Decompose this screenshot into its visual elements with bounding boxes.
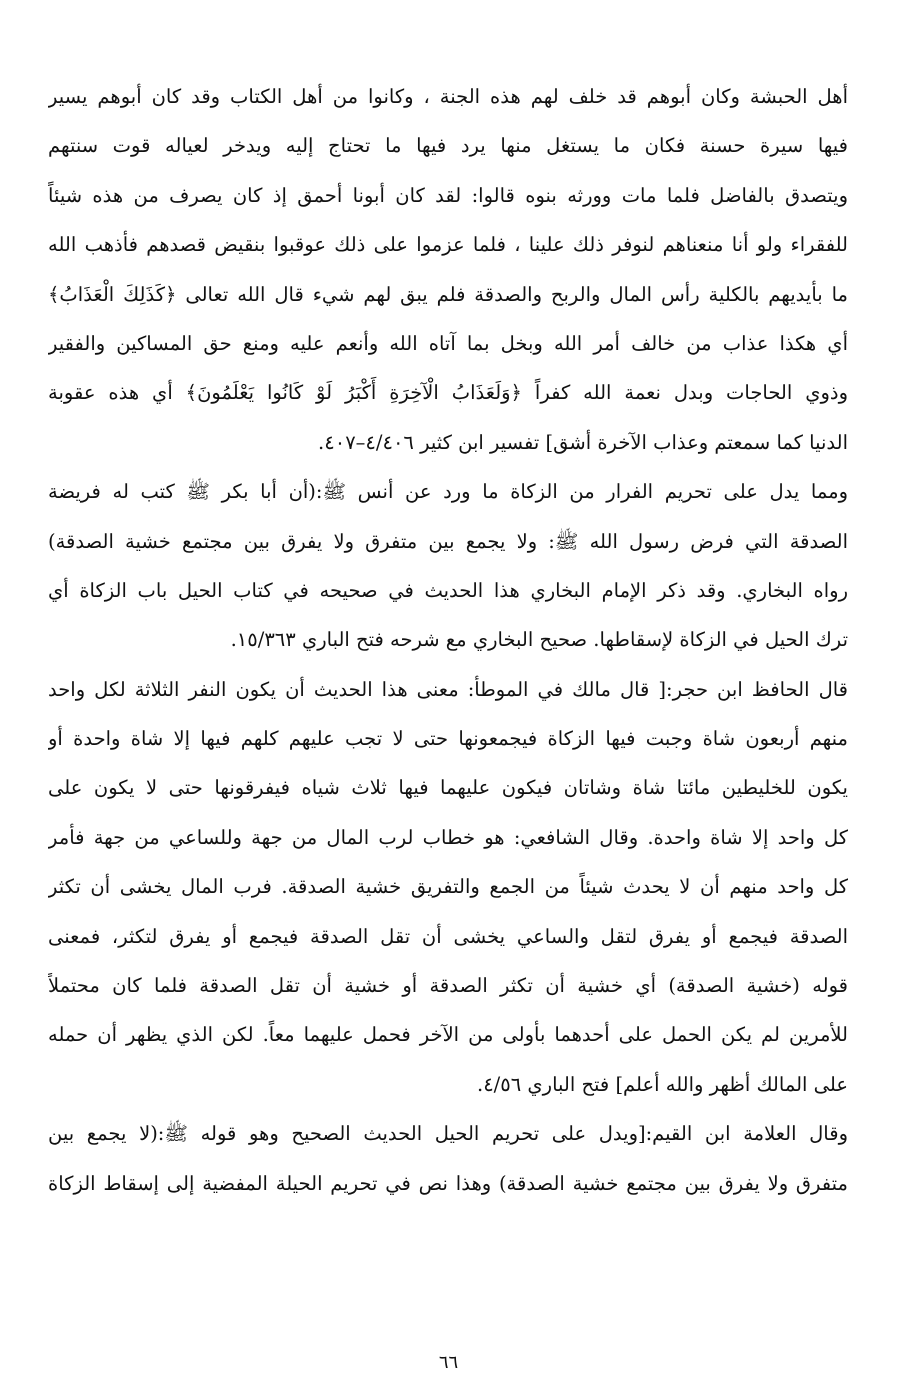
text-line: ما بأيديهم بالكلية رأس المال والربح والصدقة فلم يبق لهم شيء قال الله تعالى ﴿كَذَلِكَ الْعَذَابُ﴾ (48, 282, 848, 306)
text-line: الصدقة فيجمع أو يفرق لتقل والساعي يخشى أن تقل الصدقة فيجمع أو يفرق لتكثر، فمعنى (48, 924, 848, 948)
text-line: ومما يدل على تحريم الفرار من الزكاة ما ورد عن أنس ﷺ:(أن أبا بكر ﷺ كتب له فريضة (48, 480, 848, 504)
text-line: منهم أربعون شاة وجبت فيها الزكاة فيجمعونها حتى لا تجب عليهم كلهم فيها إلا شاة واحدة أو (48, 727, 848, 751)
text-line: كل واحد منهم أن لا يحدث شيئاً من الجمع والتفريق خشية الصدقة. فرب المال يخشى أن تكثر (48, 875, 848, 899)
text-line: رواه البخاري. وقد ذكر الإمام البخاري هذا الحديث في صحيحه في كتاب الحيل باب الزكاة أي (48, 578, 848, 602)
text-line: وقال العلامة ابن القيم:[ويدل على تحريم الحيل الحديث الصحيح وهو قوله ﷺ:(لا يجمع بين (48, 1122, 848, 1146)
text-line: ويتصدق بالفاضل فلما مات وورثه بنوه قالوا: لقد كان أبونا أحمق إذ كان يصرف من هذه شيئاً (48, 183, 848, 207)
page-number: ٦٦ (438, 1352, 459, 1373)
paragraph-end-line: ترك الحيل في الزكاة لإسقاطها. صحيح البخاري مع شرحه فتح الباري ١٥/٣٦٣. (230, 628, 848, 652)
text-line: للفقراء ولو أنا منعناهم لنوفر ذلك علينا ، فلما عزموا على ذلك عوقبوا بنقيض قصدهم فأذهب الله (48, 233, 848, 257)
page-body (48, 72, 848, 1208)
text-line: يكون للخليطين مائتا شاة وشاتان فيكون عليهما فيها ثلاث شياه فيفرقونها حتى لا يكون على (48, 776, 848, 800)
text-line: للأمرين لم يكن الحمل على أحدهما بأولى من الآخر فحمل عليهما معاً. لكن الذي يظهر أن حمله (48, 1023, 848, 1047)
text-line: أي هكذا عذاب من خالف أمر الله وبخل بما آتاه الله وأنعم عليه ومنع حق المساكين والفقير (48, 331, 848, 355)
text-line: قال الحافظ ابن حجر:[ قال مالك في الموطأ: معنى هذا الحديث أن يكون النفر الثلاثة لكل واحد (48, 677, 848, 701)
paragraph-end-line: على المالك أظهر والله أعلم] فتح الباري ٤/٥٦. (476, 1072, 848, 1096)
text-line: قوله (خشية الصدقة) أي خشية أن تكثر الصدقة أو خشية أن تقل الصدقة فلما كان محتملاً (48, 974, 848, 998)
text-line: متفرق ولا يفرق بين مجتمع خشية الصدقة) وهذا نص في تحريم الحيلة المفضية إلى إسقاط الزكاة (48, 1171, 848, 1195)
text-line: وذوي الحاجات وبدل نعمة الله كفراً ﴿وَلَعَذَابُ الْآخِرَةِ أَكْبَرُ لَوْ كَانُوا يَعْلَمُونَ﴾ أي هذه عقوبة (48, 381, 848, 405)
paragraph-end-line: الدنيا كما سمعتم وعذاب الآخرة أشق] تفسير ابن كثير ٤/٤٠٦–٤٠٧. (318, 430, 848, 454)
text-line: الصدقة التي فرض رسول الله ﷺ: ولا يجمع بين متفرق ولا يفرق بين مجتمع خشية الصدقة) (48, 529, 848, 553)
text-line: كل واحد إلا شاة واحدة. وقال الشافعي: هو خطاب لرب المال من جهة وللساعي من جهة فأمر (48, 825, 848, 849)
text-line: أهل الحبشة وكان أبوهم قد خلف لهم هذه الجنة ، وكانوا من أهل الكتاب وقد كان أبوهم يسير (48, 85, 848, 108)
text-line: فيها سيرة حسنة فكان ما يستغل منها يرد فيها ما تحتاج إليه ويدخر لعياله قوت سنتهم (48, 134, 848, 158)
